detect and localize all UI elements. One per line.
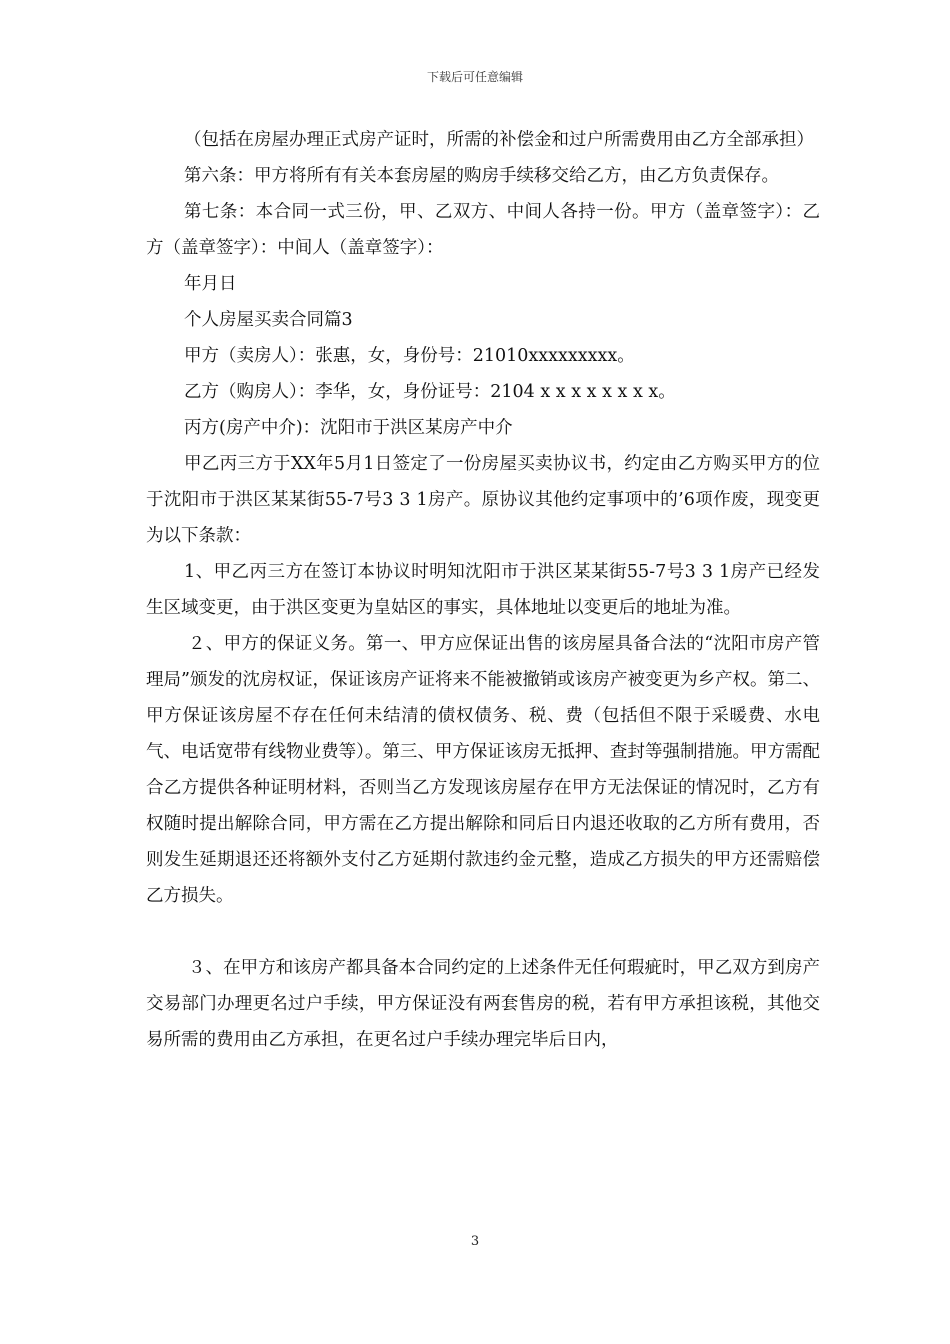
section-title: 个人房屋买卖合同篇3 <box>184 310 353 330</box>
paragraph-date: 年月日 <box>184 274 237 294</box>
document-body <box>146 122 820 1058</box>
party-a: 甲方（卖房人）：张惠，女，身份号：21010xxxxxxxxx。 <box>184 346 635 366</box>
party-c: 丙方(房产中介)：沈阳市于洪区某房产中介 <box>184 418 513 438</box>
paragraph-agreement: 甲乙丙三方于XX年5月1日签定了一份房屋买卖协议书，约定由乙方购买甲方的位于沈阳市于洪区某某街55-7号3 3 1房产。原协议其他约定事项中的’6项作废，现变更为以下条款： <box>146 454 820 546</box>
paragraph-article-6: 第六条：甲方将所有有关本套房屋的购房手续移交给乙方，由乙方负责保存。 <box>184 166 779 186</box>
paragraph-article-7: 第七条：本合同一式三份，甲、乙双方、中间人各持一份。甲方（盖章签字）：乙方（盖章签字）：中间人（盖章签字）： <box>146 202 820 258</box>
paragraph-compensation: （包括在房屋办理正式房产证时，所需的补偿金和过户所需费用由乙方全部承担） <box>184 130 814 150</box>
clause-2: ２、甲方的保证义务。第一、甲方应保证出售的该房屋具备合法的“沈阳市房产管理局”颁发的沈房权证，保证该房产证将来不能被撤销或该房产被变更为乡产权。第二、甲方保证该房屋不存在任何未结清的债权债务、税、费（包括但不限于采暖费、水电气、电话宽带有线物业费等）。第三、甲方保证该房无抵押、查封等强制措施。甲方需配合乙方提供各种证明材料，否则当乙方发现该房屋存在甲方无法保证的情况时，乙方有权随时提出解除合同，甲方需在乙方提出解除和同后日内退还收取的乙方所有费用，否则发生延期退还还将额外支付乙方延期付款违约金元整，造成乙方损失的甲方还需赔偿乙方损失。 <box>146 634 820 906</box>
page-header: 下载后可任意编辑 <box>426 70 523 84</box>
party-b: 乙方（购房人）：李华，女，身份证号：2104 x x x x x x x x。 <box>184 382 676 402</box>
page-number: 3 <box>470 1234 480 1249</box>
clause-3: ３、在甲方和该房产都具备本合同约定的上述条件无任何瑕疵时，甲乙双方到房产交易部门办理更名过户手续，甲方保证没有两套售房的税，若有甲方承担该税，其他交易所需的费用由乙方承担，在更名过户手续办理完毕后日内， <box>146 958 820 1050</box>
clause-1: 1、甲乙丙三方在签订本协议时明知沈阳市于洪区某某街55-7号3 3 1房产已经发生区域变更，由于洪区变更为皇姑区的事实，具体地址以变更后的地址为准。 <box>146 562 820 618</box>
